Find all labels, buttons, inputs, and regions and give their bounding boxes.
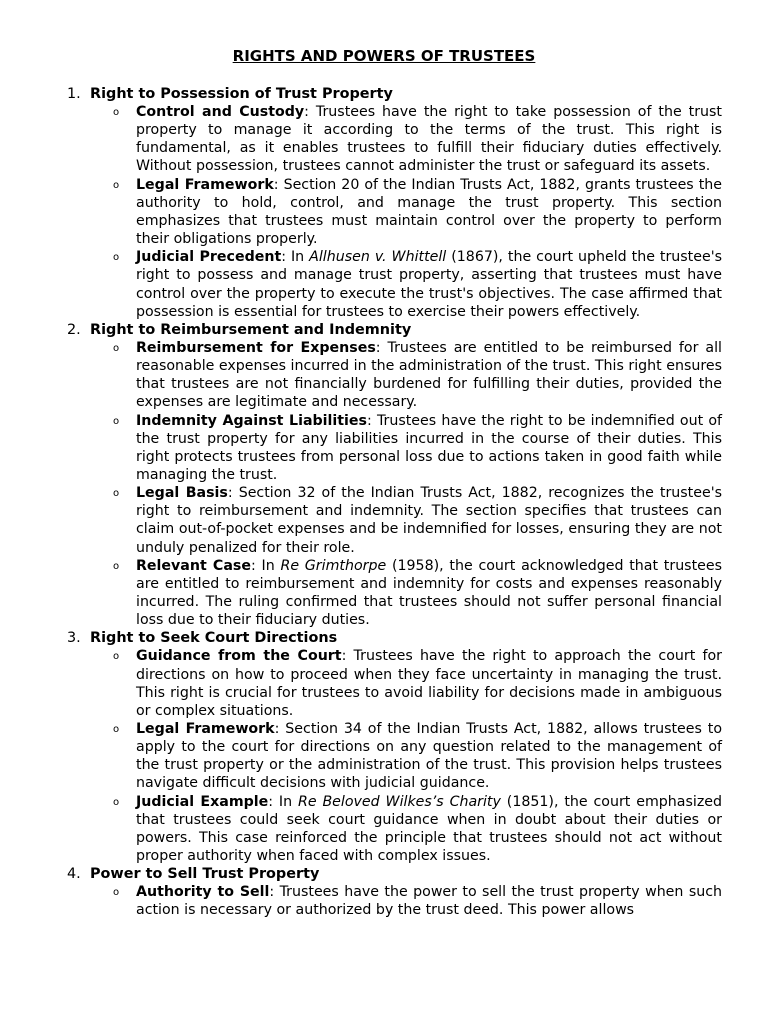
- case-name: Allhusen v. Whittell: [309, 249, 447, 266]
- item-text: [136, 248, 722, 321]
- section-title: Power to Sell Trust Property: [90, 866, 320, 883]
- item-body-rest: (1851), the court emphasized that trustees could seek court guidance when in doubt about their duties or powers. This case reinforced the principle that trustees should not act without proper authority when faced with complex issues.: [136, 793, 723, 865]
- section-heading: [0, 629, 768, 647]
- bullet-icon: o: [113, 488, 120, 500]
- item-body: : Trustees have the right to be indemnified out of the trust property for any liabilities incurred in the course of their duties. This right protects trustees from personal loss due to actions taken in good faith while managing the trust.: [136, 412, 722, 483]
- bullet-icon: o: [113, 560, 120, 572]
- section: [0, 629, 768, 865]
- item-text: [136, 176, 722, 249]
- item-text: [136, 883, 722, 919]
- sections-list: [0, 85, 768, 920]
- item-text: [136, 103, 722, 176]
- section-title: Right to Reimbursement and Indemnity: [90, 321, 412, 338]
- item-text: [136, 484, 722, 557]
- section: [0, 85, 768, 321]
- list-item: [0, 339, 768, 412]
- item-body: : Section 20 of the Indian Trusts Act, 1882, grants trustees the authority to hold, control, and manage the trust property. This section emphasizes that trustees must maintain control over the property to perform their obligations properly.: [136, 176, 722, 248]
- item-body: : Section 34 of the Indian Trusts Act, 1882, allows trustees to apply to the court for directions on any question related to the management of the trust property or the administration of the trust. This provision helps trustees navigate difficult decisions with judicial guidance.: [136, 721, 722, 792]
- section-heading: [0, 85, 768, 103]
- item-body: : In: [250, 557, 281, 574]
- section-heading: [0, 321, 768, 339]
- bullet-icon: o: [113, 107, 120, 118]
- list-item: [0, 793, 768, 866]
- case-name: Re Beloved Wilkes’s Charity: [297, 793, 501, 810]
- item-text: [136, 412, 722, 485]
- section-heading: [0, 865, 768, 883]
- item-lead: Judicial Precedent: [136, 249, 282, 266]
- list-item: [0, 412, 768, 485]
- list-item: [0, 484, 768, 557]
- item-body: : In: [268, 793, 298, 810]
- item-body: : Trustees have the power to sell the trust property when such action is necessary or authorized by the trust deed. This power allows: [136, 884, 722, 919]
- item-lead: Legal Framework: [136, 176, 274, 193]
- item-text: [136, 557, 722, 630]
- bullet-icon: o: [113, 724, 120, 735]
- item-text: [136, 793, 722, 866]
- item-body: : Section 32 of the Indian Trusts Act, 1882, recognizes the trustee's right to reimbursement and indemnity. The section specifies that trustees can claim out-of-pocket expenses and be indemnified for losses, ensuring they are not unduly penalized for their role.: [136, 485, 722, 556]
- item-body-rest: (1867), the court upheld the trustee's right to possess and manage trust property, asserting that trustees must have control over the property to execute the trust's objectives. The case affirmed that possession is essential for trustees to exercise their powers effectively.: [136, 249, 722, 320]
- item-lead: Legal Framework: [136, 721, 275, 737]
- section-title: Right to Possession of Trust Property: [90, 86, 393, 102]
- section-title: Right to Seek Court Directions: [90, 630, 338, 647]
- section-number: 1.: [67, 86, 81, 102]
- list-item: [0, 720, 768, 793]
- section-number: 3.: [67, 630, 81, 647]
- item-lead: Indemnity Against Liabilities: [136, 412, 367, 429]
- list-item: [0, 557, 768, 630]
- item-body-rest: (1958), the court acknowledged that trustees are entitled to reimbursement and indemnity for costs and expenses reasonably incurred. The ruling confirmed that trustees should not suffer personal financial loss due to their fiduciary duties.: [136, 557, 722, 629]
- item-lead: Judicial Example: [136, 793, 269, 810]
- item-lead: Relevant Case: [136, 557, 251, 574]
- list-item: [0, 248, 768, 321]
- item-lead: Authority to Sell: [136, 884, 270, 901]
- item-body: : In: [281, 249, 310, 266]
- bullet-icon: o: [113, 887, 120, 899]
- list-item: [0, 176, 768, 249]
- item-text: [136, 339, 722, 412]
- bullet-icon: o: [113, 796, 120, 808]
- item-text: [136, 720, 722, 793]
- bullet-icon: o: [113, 179, 120, 191]
- list-item: [0, 647, 768, 720]
- list-item: [0, 103, 768, 176]
- section: [0, 865, 768, 919]
- bullet-icon: o: [113, 415, 120, 427]
- item-lead: Reimbursement for Expenses: [136, 339, 376, 356]
- document-title: RIGHTS AND POWERS OF TRUSTEES: [232, 47, 536, 65]
- section: [0, 321, 768, 630]
- bullet-icon: o: [113, 651, 120, 663]
- item-lead: Legal Basis: [136, 485, 228, 502]
- section-number: 4.: [67, 866, 81, 883]
- bullet-icon: o: [113, 342, 120, 354]
- case-name: Re Grimthorpe: [280, 557, 387, 574]
- bullet-icon: o: [113, 252, 120, 264]
- item-lead: Control and Custody: [136, 104, 305, 120]
- item-body: : Trustees have the right to approach the court for directions on how to proceed when they face uncertainty in managing the trust. This right is crucial for trustees to avoid liability for decisions made in ambiguous or complex situations.: [136, 648, 722, 719]
- section-number: 2.: [67, 321, 81, 338]
- list-item: [0, 883, 768, 919]
- item-text: [136, 647, 722, 720]
- item-body: : Trustees have the right to take possession of the trust property to manage it according to the terms of the trust. This right is fundamental, as it enables trustees to fulfill their fiduciary duties effectively. Without possession, trustees cannot administer the trust or safeguard its assets.: [136, 104, 722, 175]
- item-body: : Trustees are entitled to be reimbursed for all reasonable expenses incurred in the administration of the trust. This right ensures that trustees are not financially burdened for fulfilling their duties, provided the expenses are legitimate and necessary.: [136, 339, 722, 411]
- item-lead: Guidance from the Court: [136, 648, 342, 665]
